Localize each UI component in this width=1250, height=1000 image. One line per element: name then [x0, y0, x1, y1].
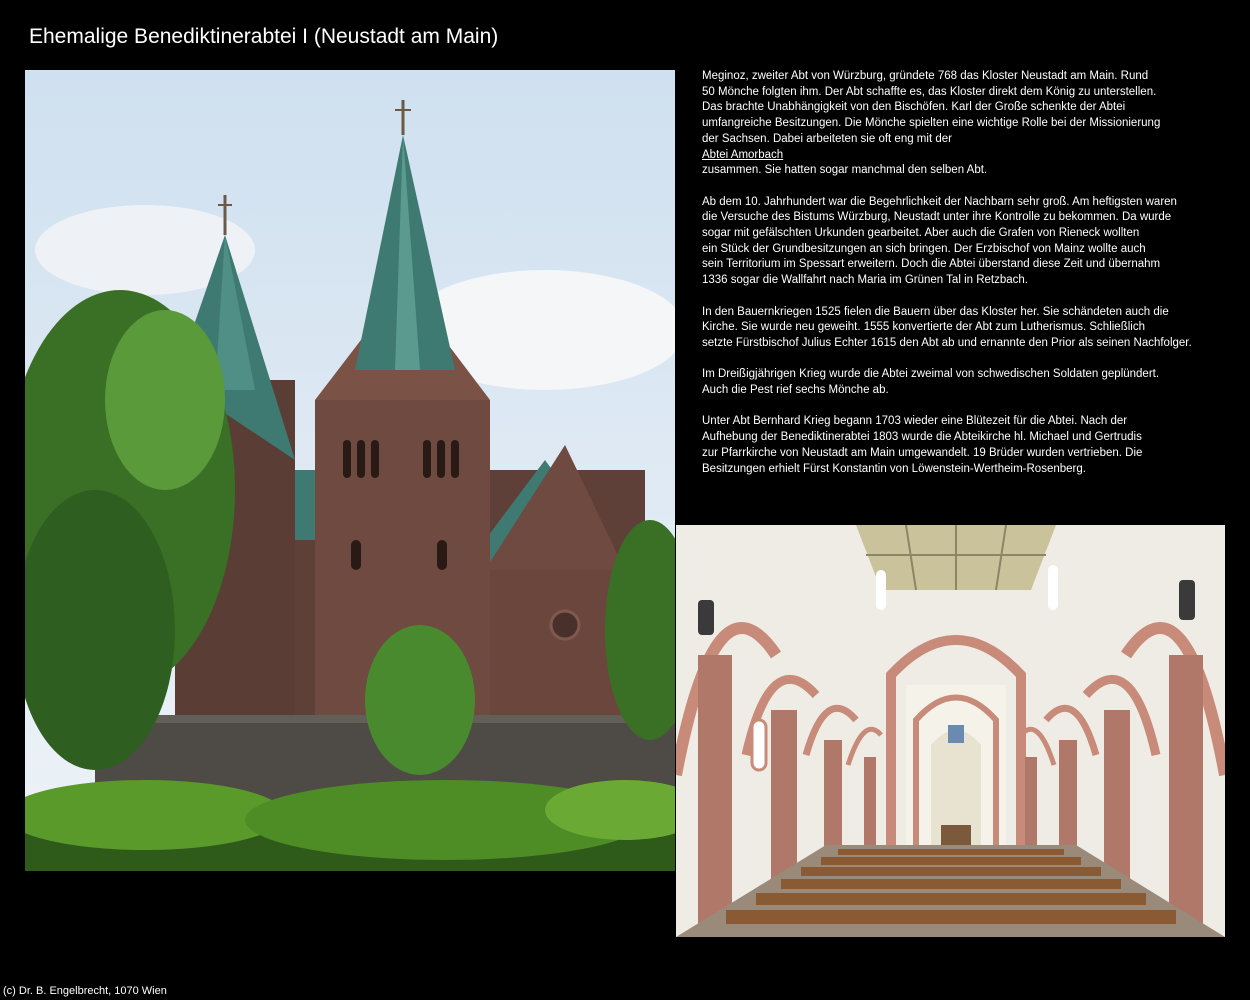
paragraph-peasants-war: In den Bauernkriegen 1525 fielen die Bauern über das Kloster her. Sie schändeten auch die Kirche. Sie wurde neu geweiht. 1555 konvertierte der Abt zum Lutherismus. Schließlich setzte Fürstbischof Julius Echter 1615 den Abt ab und ernannte den Prior als seinen Nachfolger.: [702, 305, 1192, 349]
church-exterior-illustration: [25, 70, 675, 871]
paragraph-neighbours: Ab dem 10. Jahrhundert war die Begehrlichkeit der Nachbarn sehr groß. Am heftigsten waren die Versuche des Bistums Würzburg, Neustadt unter ihre Kontrolle zu bekommen. Da wurde sogar mit gefälschten Urkunden gearbeitet. Aber auch die Grafen von Rieneck wollten ein Stück der Grundbesitzungen an sich bringen. Der Erzbischof von Mainz wollte auch sein Territorium im Spessart erweitern. Doch die Abtei überstand diese Zeit und übernahm 1336 sogar die Wallfahrt nach Maria im Grünen Tal in Retzbach.: [702, 195, 1177, 287]
paragraph-secularisation: Unter Abt Bernhard Krieg begann 1703 wieder eine Blütezeit für die Abtei. Nach der Aufhebung der Benediktinerabtei 1803 wurde die Abteikirche hl. Michael und Gertrudis zur Pfarrkirche von Neustadt am Main umgewandelt. 19 Brüder wurden vertrieben. Die Besitzungen erhielt Fürst Konstantin von Löwenstein-Wertheim-Rosenberg.: [702, 415, 1143, 475]
link-abtei-amorbach[interactable]: Abtei Amorbach: [702, 148, 784, 161]
page-title: Ehemalige Benediktinerabtei I (Neustadt am Main): [29, 25, 499, 48]
paragraph-thirty-years-war: Im Dreißigjährigen Krieg wurde die Abtei zweimal von schwedischen Soldaten geplündert. Auch die Pest rief sechs Mönche ab.: [702, 368, 1160, 397]
copyright-footer: (c) Dr. B. Engelbrecht, 1070 Wien: [3, 985, 167, 997]
church-exterior-photo: [25, 70, 675, 871]
church-interior-illustration: [676, 525, 1225, 937]
paragraph-founding-tail: zusammen. Sie hatten sogar manchmal den selben Abt.: [702, 164, 988, 177]
paragraph-founding-text: Meginoz, zweiter Abt von Würzburg, gründete 768 das Kloster Neustadt am Main. Rund 50 Mönche folgten ihm. Der Abt schaffte es, das Kloster direkt dem König zu unterstellen. Das brachte Unabhängigkeit von den Bischöfen. Karl der Große schenkte der Abtei umfangreiche Besitzungen. Die Mönche spielten eine wichtige Rolle bei der Missionierung der Sachsen. Dabei arbeiteten sie oft eng mit der: [702, 70, 1161, 145]
history-text: [702, 69, 1232, 493]
church-interior-photo: [676, 525, 1225, 937]
paragraph-founding: [702, 69, 1232, 179]
